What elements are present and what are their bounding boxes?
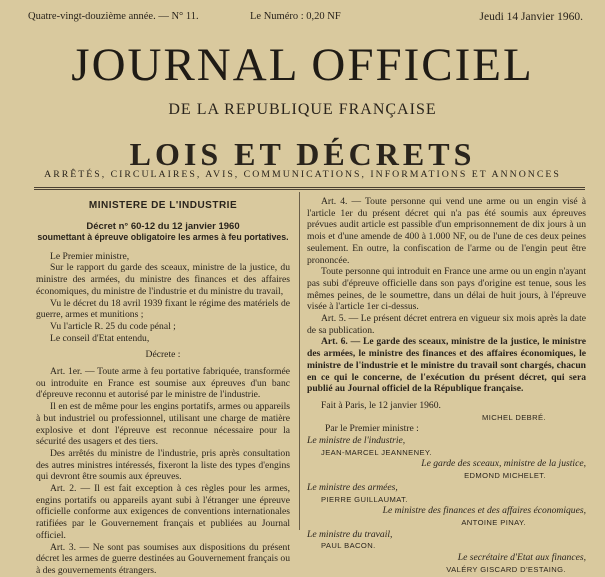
garde-des-sceaux: Le garde des sceaux, ministre de la justice, — [421, 458, 586, 470]
signature-bacon: PAUL BACON. — [321, 541, 376, 551]
journal-subtitle: DE LA REPUBLIQUE FRANÇAISE — [168, 101, 437, 118]
left-column — [36, 196, 290, 577]
article-6: Art. 6. — Le garde des sceaux, ministre de la justice, le ministre des armées, le ministre des finances et des affaires économiques, le ministre de l'industrie et le ministre du travail sont chargés, chacun en ce qui le concerne, de l'exécution du présent décret, qui sera publié au Journal officiel de la République française. — [307, 336, 586, 395]
signature-jeanneney: JEAN-MARCEL JEANNENEY. — [321, 447, 432, 457]
journal-title: JOURNAL OFFICIEL — [71, 39, 534, 91]
right-column — [307, 196, 586, 576]
issue-number: Quatre-vingt-douzième année. — N° 11. — [28, 11, 199, 22]
signature-pinay: ANTOINE PINAY. — [461, 517, 526, 527]
section-rubric: ARRÊTÉS, CIRCULAIRES, AVIS, COMMUNICATIONS, INFORMATIONS ET ANNONCES — [44, 169, 561, 180]
article-4-paragraph: Toute personne qui introduit en France une arme ou un engin n'ayant pas subi d'épreuve officielle dans son pays d'origine est tenue, sous les mêmes peines, de le soumettre, dans un délai de huit jours, à l'épreuve visée à l'article 1er ci-dessus. — [307, 266, 586, 313]
par-premier-ministre: Par le Premier ministre : — [325, 423, 419, 435]
article-2: Art. 2. — Il est fait exception à ces règles pour les armes, engins portatifs ou appareils ayant subi à l'étranger une épreuve officielle conforme aux exigences de conventions internationales ratifiées par le Gouvernement français et publiées au Journal officiel. — [36, 483, 290, 541]
minister-industry: Le ministre de l'industrie, — [307, 435, 406, 447]
paragraph: Vu l'article R. 25 du code pénal ; — [50, 320, 176, 332]
decree-title: Décret n° 60-12 du 12 janvier 1960 — [86, 220, 240, 232]
paragraph: Vu le décret du 18 avril 1939 fixant le régime des matériels de guerre, armes et munitions ; — [36, 297, 290, 321]
signature-michelet: EDMOND MICHELET. — [464, 471, 546, 481]
secretary-finances: Le secrétaire d'Etat aux finances, — [457, 552, 586, 564]
minister-labour: Le ministre du travail, — [307, 528, 393, 540]
article-4: Art. 4. — Toute personne qui vend une arme ou un engin visé à l'article 1er du présent décret qui n'a pas été soumis aux épreuves prévues audit article est passible d'un emprisonnement de dix jours à un mois et d'une amende de 400 à 1.000 NF, ou de l'une de ces deux peines seulement. En outre, la confiscation de l'arme ou de l'engin peut être prononcée. — [307, 196, 586, 266]
article-1-paragraph: Il en est de même pour les engins portatifs, armes ou appareils à but industriel ou professionnel, utilisant une charge de matière explosive et dont l'épreuve est reconnue nécessaire pour la sécurité des usagers et des tiers. — [36, 401, 290, 448]
masthead-topline — [28, 10, 583, 24]
minister-armies: Le ministre des armées, — [307, 481, 398, 493]
signature-debre: MICHEL DEBRÉ. — [482, 412, 546, 422]
issue-price: Le Numéro : 0,20 NF — [250, 11, 341, 22]
signature-giscard: VALÉRY GISCARD D'ESTAING. — [446, 564, 566, 574]
column-divider — [299, 192, 300, 530]
article-5: Art. 5. — Le présent décret entrera en vigueur six mois après la date de sa publication. — [307, 313, 586, 336]
paragraph: Le Premier ministre, — [50, 250, 130, 262]
article-1-paragraph: Des arrêtés du ministre de l'industrie, pris après consultation des autres ministres intéressés, fixeront la liste des types d'engins qui devront être soumis aux épreuves. — [36, 447, 290, 483]
ministry-heading: MINISTERE DE L'INDUSTRIE — [88, 200, 238, 211]
article-1: Art. 1er. — Toute arme à feu portative fabriquée, transformée ou introduite en France est soumise aux épreuves d'un banc d'épreuve reconnu et autorisé par le ministre de l'industrie. — [36, 366, 290, 401]
section-title: LOIS ET DÉCRETS — [129, 136, 476, 172]
issue-date: Jeudi 14 Janvier 1960. — [479, 11, 583, 23]
article-3: Art. 3. — Ne sont pas soumises aux dispositions du présent décret les armes de guerre destinées au Gouvernement français ou à des gouvernements étrangers. — [36, 541, 290, 576]
paragraph: Sur le rapport du garde des sceaux, ministre de la justice, du ministre des armées, du ministre des finances et des affaires économiques, du ministre de l'industrie et du ministre du travail, — [36, 262, 290, 297]
header-rule-double — [34, 189, 585, 190]
signature-guillaumat: PIERRE GUILLAUMAT. — [321, 494, 408, 504]
minister-finances: Le ministre des finances et des affaires économiques, — [382, 505, 586, 517]
signing-place-date: Fait à Paris, le 12 janvier 1960. — [321, 399, 441, 411]
decrete-heading: Décrete : — [145, 349, 181, 361]
paragraph: Le conseil d'Etat entendu, — [50, 332, 150, 344]
header-rule — [34, 187, 585, 188]
decree-subtitle: soumettant à épreuve obligatoire les armes à feu portatives. — [37, 231, 289, 242]
